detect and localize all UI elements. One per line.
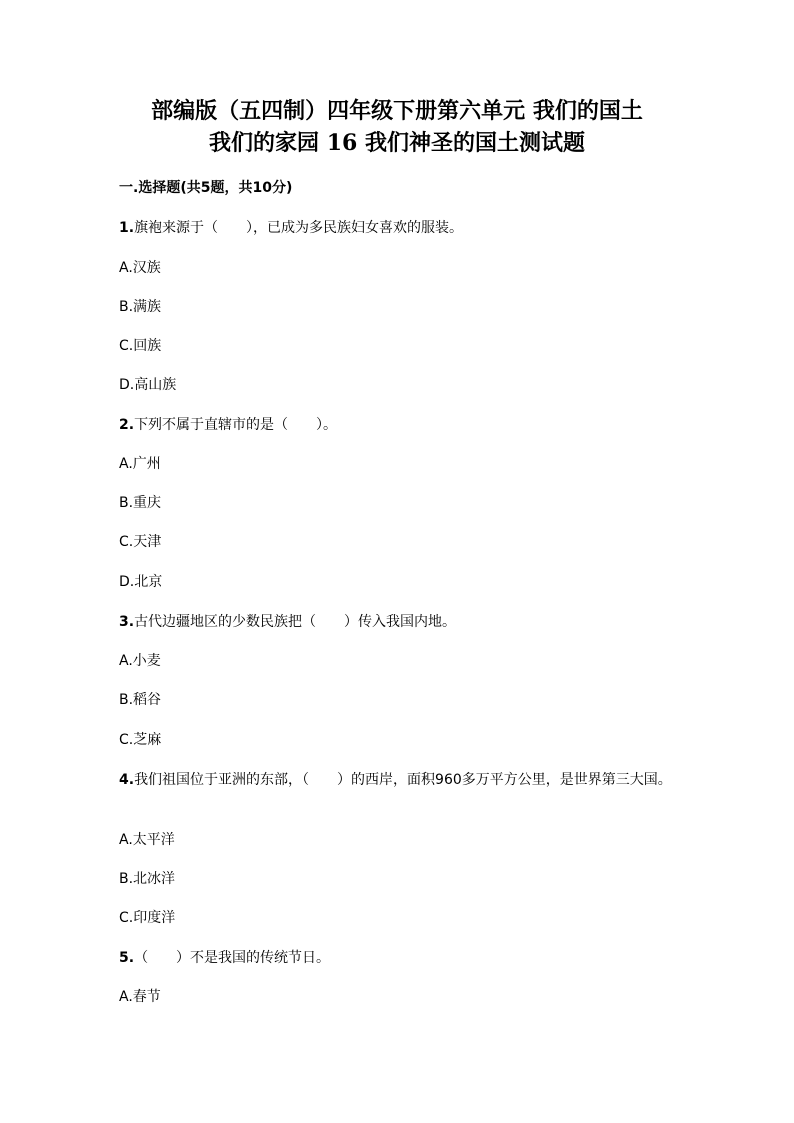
question-3-text: 古代边疆地区的少数民族把（ ）传入我国内地。 bbox=[134, 614, 457, 630]
question-4-number: 4. bbox=[119, 772, 135, 788]
document-title-line-2: 我们的家园 16 我们神圣的国土测试题 bbox=[209, 130, 585, 156]
question-5-stem bbox=[119, 948, 330, 968]
question-1-option-a: A.汉族 bbox=[119, 260, 161, 276]
question-3-option-b: B.稻谷 bbox=[119, 692, 162, 708]
question-1-option-c: C.回族 bbox=[119, 338, 162, 354]
question-4-option-b: B.北冰洋 bbox=[119, 871, 176, 887]
question-4-option-a: A.太平洋 bbox=[119, 832, 175, 848]
section-heading: 一.选择题(共5题，共10分) bbox=[119, 180, 293, 196]
question-5-option-a: A.春节 bbox=[119, 989, 161, 1005]
question-2-number: 2. bbox=[119, 417, 135, 433]
question-3-option-a: A.小麦 bbox=[119, 653, 161, 669]
question-1-text: 旗袍来源于（ ），已成为多民族妇女喜欢的服装。 bbox=[134, 220, 464, 236]
question-4-text: 我们祖国位于亚洲的东部，（ ）的西岸，面积960多万平方公里，是世界第三大国。 bbox=[134, 772, 672, 788]
question-3-option-c: C.芝麻 bbox=[119, 732, 162, 748]
question-2-option-b: B.重庆 bbox=[119, 495, 162, 511]
question-3-number: 3. bbox=[119, 614, 135, 630]
question-1-option-b: B.满族 bbox=[119, 299, 162, 315]
question-1-stem bbox=[119, 218, 463, 238]
question-2-stem bbox=[119, 415, 337, 435]
question-4-option-c: C.印度洋 bbox=[119, 910, 176, 926]
question-1-option-d: D.高山族 bbox=[119, 377, 177, 393]
question-4-stem bbox=[119, 769, 679, 791]
document-title-line-1: 部编版（五四制）四年级下册第六单元 我们的国土 bbox=[151, 98, 643, 124]
question-2-option-c: C.天津 bbox=[119, 534, 162, 550]
question-5-text: （ ）不是我国的传统节日。 bbox=[134, 950, 331, 966]
question-3-stem bbox=[119, 612, 456, 632]
question-2-option-d: D.北京 bbox=[119, 574, 163, 590]
question-2-text: 下列不属于直辖市的是（ ）。 bbox=[134, 417, 338, 433]
question-1-number: 1. bbox=[119, 220, 135, 236]
question-5-number: 5. bbox=[119, 950, 135, 966]
question-2-option-a: A.广州 bbox=[119, 456, 161, 472]
